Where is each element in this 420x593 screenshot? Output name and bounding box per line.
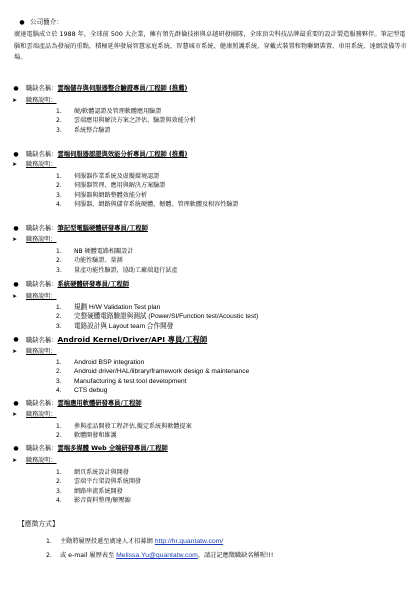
list-item: 3. 系統整合驗證: [56, 126, 111, 134]
job-duty-list: [56, 107, 196, 135]
job-title: ● 職缺名稱：雲端應用軟體研發專員/工程師: [13, 400, 142, 407]
apply-heading: 【應徵方式】: [18, 520, 59, 528]
job-title: ● 職缺名稱：Android Kernel/Driver/API 專員/工程師: [13, 335, 208, 344]
list-item: 1. NB 硬體電路相關設計: [56, 248, 134, 255]
apply-method-list: [46, 535, 273, 563]
arrow-bullet-icon: ➤: [12, 293, 18, 300]
arrow-bullet-icon: ➤: [12, 97, 18, 104]
bullet-icon: ●: [13, 445, 19, 452]
job-description-heading: ➤ 職務說明：: [12, 161, 57, 168]
list-item: 4. 影音資料整理/解壓縮: [56, 496, 131, 504]
job-description-heading: ➤ 職務說明：: [12, 236, 57, 243]
arrow-bullet-icon: ➤: [12, 161, 18, 168]
job-description-heading: ➤ 職務說明：: [12, 348, 57, 355]
email-link[interactable]: Melissa.Yu@quantatw.com: [116, 552, 198, 559]
bullet-icon: ●: [13, 400, 19, 407]
job-title: ● 職缺名稱：雲端多媒體 Web 全端研發專員/工程師: [13, 445, 168, 452]
intro-heading: ● 公司簡介：: [19, 18, 63, 26]
job-duty-list: [56, 468, 141, 505]
bullet-icon: ●: [13, 225, 19, 232]
bullet-icon: ●: [13, 85, 19, 92]
list-item: 2. 雲端平台架設與系統開發: [56, 478, 142, 486]
list-item: 1. Android BSP integration: [56, 359, 145, 366]
recruit-site-link[interactable]: http://hr.quantatw.com/: [154, 538, 224, 545]
job-duty-list: [56, 422, 192, 441]
list-item: 2. 軟體開發和維護: [56, 432, 117, 440]
arrow-bullet-icon: ➤: [12, 236, 18, 243]
list-item: 2. 功能性驗證、量測: [56, 257, 123, 265]
list-item: 3. 伺服器與網路整體效能分析: [56, 191, 148, 199]
list-item: 2. 伺服器管理、應用與解決方案驗證: [56, 182, 166, 190]
job-duty-list: [56, 358, 249, 396]
list-item: 1. 參與產品開發工程評估,擬定系統與軟體提案: [56, 423, 192, 430]
job-description-heading: ➤ 職務說明：: [12, 293, 57, 300]
list-item: 1. 伺服器作業系統及虛擬環境認證: [56, 173, 160, 180]
job-duty-list: [56, 303, 258, 331]
list-item: 3. 電路設計與 Layout team 合作開發: [56, 322, 174, 330]
job-duty-list: [56, 172, 239, 209]
list-item: 2. 雲端應用與解決方案之評估、驗證與效能分析: [56, 117, 196, 125]
job-duty-list: [56, 247, 178, 275]
list-item: 2. 或 e-mail 履歷表至 Melissa.Yu@quantatw.com，請註記應徵職缺名稱喔!!!: [46, 552, 274, 559]
arrow-bullet-icon: ➤: [12, 457, 18, 464]
list-item: 1. 規劃 H/W Validation Test plan: [56, 304, 161, 311]
list-item: 4. 伺服器、網路與儲存系統硬體、韌體、管理軟體及相容性驗證: [56, 200, 239, 208]
list-item: 1. 網頁系統設計與開發: [56, 469, 129, 476]
job-title: ● 職缺名稱：筆記型電腦硬體研發專員/工程師: [13, 225, 148, 232]
arrow-bullet-icon: ➤: [12, 411, 18, 418]
job-description-heading: ➤ 職務說明：: [12, 411, 57, 418]
list-item: 3. 網路串流系統開發: [56, 487, 123, 495]
list-item: 3. Manufacturing & test tool development: [56, 377, 187, 385]
list-item: 2. Android driver/HAL/library/framework design & maintenance: [56, 368, 250, 376]
list-item: 3. 量產功能性驗證，協助工廠端進行試產: [56, 266, 178, 274]
company-intro-text: 廣達電腦成立於 1988 年，全球前 500 大企業，擁有領先群倫技術與卓越研發團隊，全球頂尖科技品牌最重要的設計製造服務夥伴。筆記型電腦和雲端產品為發展的重點，積極延伸發展智慧家庭系統、智慧城市系統、健康照護系統、穿戴式裝置和物聯網裝置、車用系統、達網設備等市場。: [14, 31, 407, 61]
bullet-icon: ●: [13, 281, 19, 288]
list-item: 1. 主動將履歷投遞至廣達人才招募網 http://hr.quantatw.com/: [46, 538, 224, 545]
job-title: ● 職缺名稱：雲端伺服器認證與效能分析專員/工程師 (推薦): [13, 151, 188, 158]
bullet-icon: ●: [13, 151, 19, 158]
bullet-icon: ●: [13, 336, 19, 343]
bullet-icon: ●: [19, 19, 25, 26]
list-item: 1. 硬/軟體認證及管理軟體應用驗證: [56, 108, 162, 115]
job-title: ● 職缺名稱：雲端儲存與伺服器整合驗證專員/工程師 (推薦): [13, 85, 188, 92]
job-description-heading: ➤ 職務說明：: [12, 97, 57, 104]
list-item: 2. 完整硬體電路驗證與測試 (Power/SI/Function test/Acoustic test): [56, 313, 259, 321]
job-description-heading: ➤ 職務說明：: [12, 457, 57, 464]
arrow-bullet-icon: ➤: [12, 348, 18, 355]
job-title: ● 職缺名稱：系統硬體研發專員/工程師: [13, 281, 130, 288]
list-item: 4. CTS debug: [56, 387, 108, 395]
